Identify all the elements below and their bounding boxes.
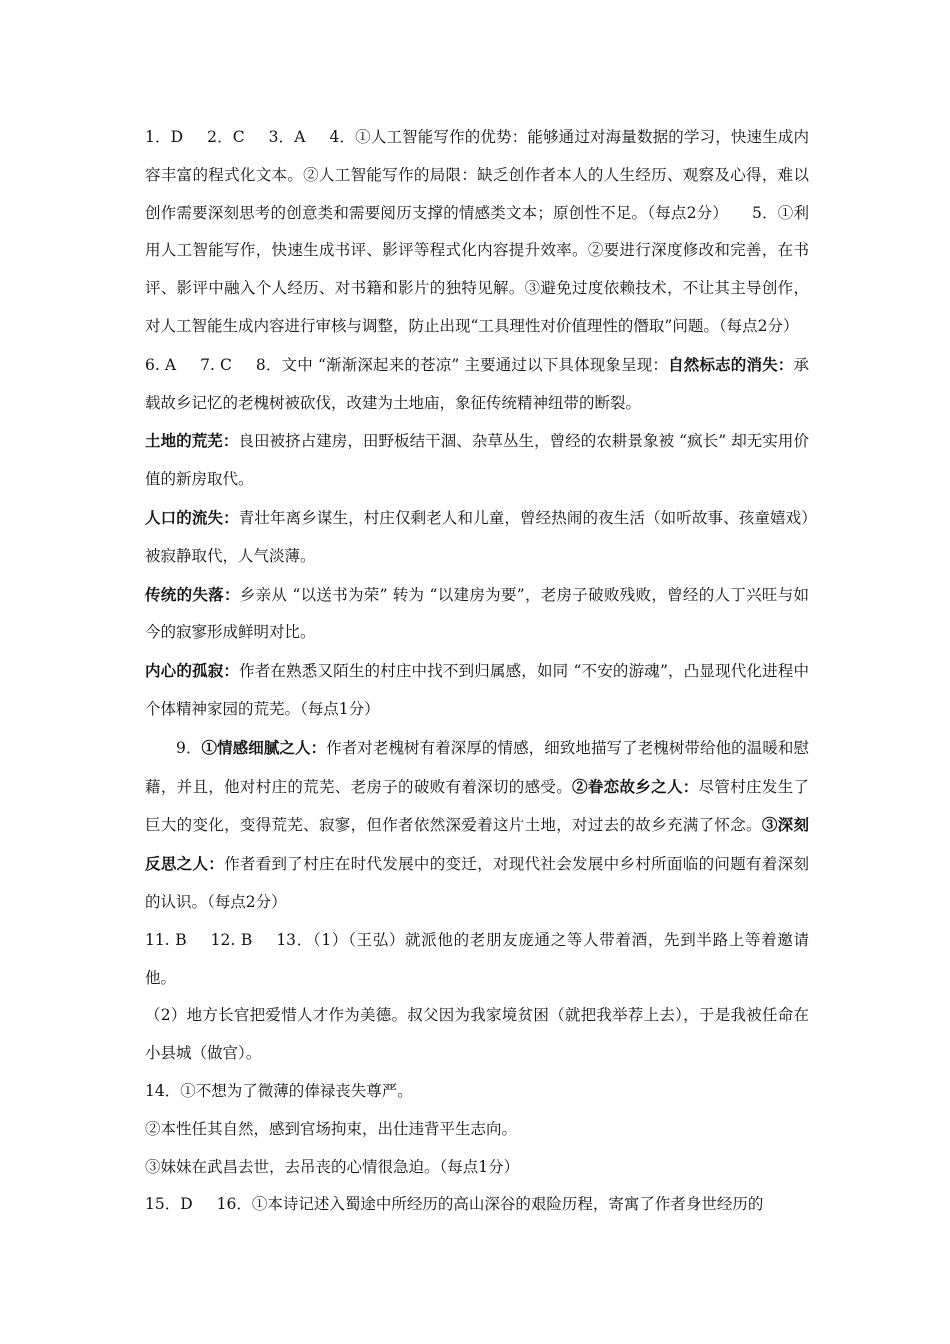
answer-text-line: 14．①不想为了微薄的俸禄丧失尊严。 [145, 1081, 413, 1100]
answer-1: 1．D [145, 128, 184, 146]
point-heading: ①情感细腻之人： [201, 737, 327, 757]
answer-14-3 [145, 1149, 809, 1187]
point-text: 作者看到了村庄在时代发展中的变迁，对现代社会发展中乡村所面临的问题有着深刻的认识。（每点2分） [145, 855, 809, 911]
point-heading: 人口的流失： [145, 507, 239, 527]
answer-14-2 [145, 1111, 809, 1149]
point-heading: ②眷恋故乡之人： [572, 776, 699, 796]
point-text: 作者在熟悉又陌生的村庄中找不到归属感，如同 “不安的游魂”，凸显现代化进程中个体精神家园的荒芜。（每点1分） [145, 662, 809, 718]
answer-8-point [145, 499, 809, 576]
answer-3: 3．A [268, 128, 306, 146]
answer-text-line: ②本性任其自然，感到官场拘束，出仕违背平生志向。 [145, 1119, 518, 1138]
answer-text-line: ③妹妹在武昌去世，去吊丧的心情很急迫。（每点1分） [145, 1157, 520, 1176]
answer-11: 11. B [145, 930, 187, 949]
point-text: 乡亲从 “以送书为荣” 转为 “以建房为要”，老房子破败残败，曾经的人丁兴旺与如今的寂寥形成鲜明对比。 [145, 585, 809, 642]
answers-11-13 [145, 922, 809, 998]
point-heading: 自然标志的消失： [668, 354, 794, 374]
answer-5: 5．①利用人工智能写作，快速生成书评、影评等程式化内容提升效率。②要进行深度修改和完善，在书评、影评中融入个人经历、对书籍和影片的独特见解。③避免过度依赖技术，不让其主导创作，对人工智能生成内容进行审核与调整，防止出现“工具理性对价值理性的僭取”问题。（每点2分） [145, 203, 809, 335]
answer-12: 12. B [210, 930, 253, 949]
answer-text-line: （2）地方长官把爱惜人才作为美德。叔父因为我家境贫困（就把我举荐上去），于是我被任命在小县城（做官）。 [145, 1006, 809, 1063]
answer-6: 6. A [145, 355, 177, 374]
answer-8-intro: 8．文中 “渐渐深起来的苍凉” 主要通过以下具体现象呈现： [255, 355, 669, 374]
point-text: 青壮年离乡谋生，村庄仅剩老人和儿童，曾经热闹的夜生活（如听故事、孩童嬉戏）被寂静取代，人气淡薄。 [145, 508, 809, 565]
point-text: 尽管村庄发生了巨大的变化，变得荒芜、寂寥，但作者依然深爱着这片土地，对过去的故乡充满了怀念。 [145, 777, 809, 835]
answer-14-1 [145, 1073, 809, 1111]
answers-15-16 [145, 1186, 809, 1224]
answer-8-point [145, 576, 809, 653]
answer-8-point [145, 652, 809, 729]
answer-2: 2．C [207, 128, 245, 146]
answer-8-point [145, 422, 809, 499]
answer-7: 7. C [200, 355, 232, 374]
point-text: 作者对老槐树有着深厚的情感，细致地描写了老槐树带给他的温暖和慰藉，并且，他对村庄的荒芜、老房子的破败有着深切的感受。 [145, 738, 809, 796]
point-heading: 土地的荒芜： [145, 431, 239, 451]
answer-13-2 [145, 997, 809, 1073]
answer-4: 4．①人工智能写作的优势：能够通过对海量数据的学习，快速生成内容丰富的程式化文本。②人工智能写作的局限：缺乏创作者本人的人生经历、观察及心得，难以创作需要深刻思考的创意类和需要阅历支撑的情感类文本；原创性不足。（每点2分） [145, 128, 809, 222]
answers-1-5 [145, 119, 809, 346]
answers-6-8 [145, 346, 809, 423]
answer-9-number: 9． [176, 738, 202, 757]
answer-9 [145, 729, 809, 922]
point-heading: 内心的孤寂： [145, 661, 240, 681]
answer-15: 15．D [145, 1195, 193, 1214]
point-text: 承载故乡记忆的老槐树被砍伐，改建为土地庙，象征传统精神纽带的断裂。 [145, 355, 809, 412]
answer-text [145, 119, 809, 1224]
answer-13-1: 13．（1）（王弘）就派他的老朋友庞通之等人带着酒，先到半路上等着邀请他。 [145, 930, 809, 987]
point-heading: ③深刻反思之人： [145, 815, 809, 874]
answer-16: 16．①本诗记述入蜀途中所经历的高山深谷的艰险历程，寄寓了作者身世经历的 [216, 1195, 764, 1214]
point-heading: 传统的失落： [145, 584, 240, 604]
point-text: 良田被挤占建房，田野板结干涸、杂草丛生，曾经的农耕景象被 “疯长” 却无实用价值的新房取代。 [145, 432, 809, 489]
